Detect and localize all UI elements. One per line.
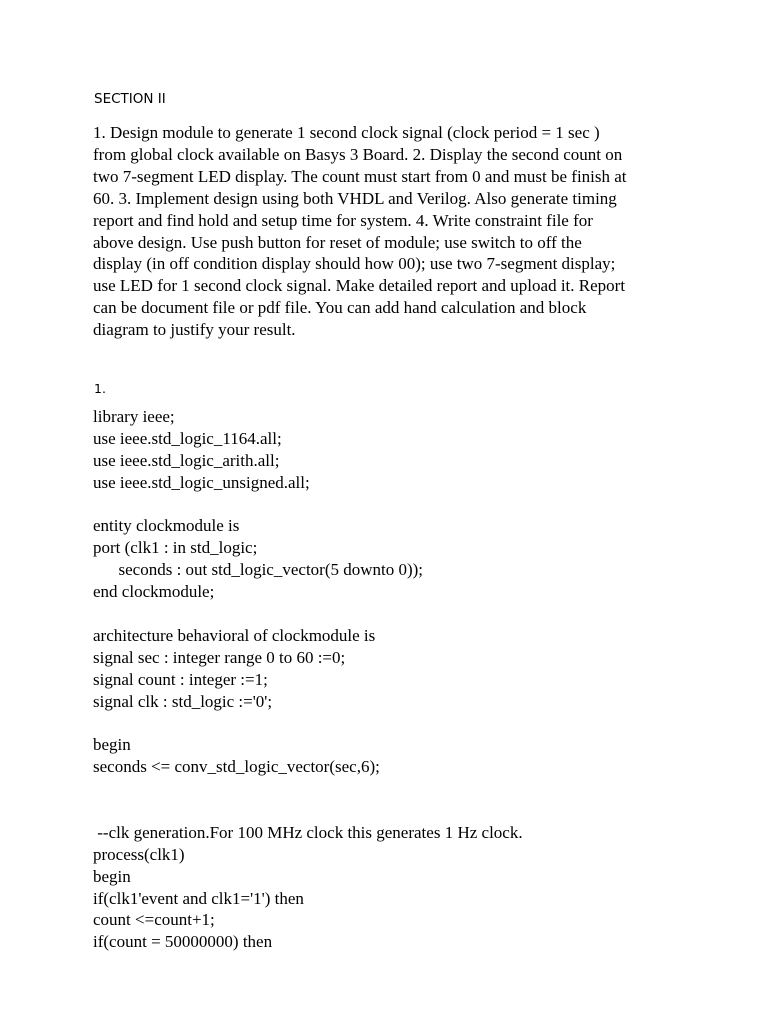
section-heading: SECTION II <box>94 91 166 107</box>
task-line: report and find hold and setup time for system. 4. Write constraint file for <box>93 210 593 230</box>
task-line: above design. Use push button for reset of module; use switch to off the <box>93 232 582 252</box>
code-line: architecture behavioral of clockmodule is <box>93 625 376 645</box>
code-line: use ieee.std_logic_arith.all; <box>93 450 280 470</box>
code-line <box>93 494 693 516</box>
task-line: use LED for 1 second clock signal. Make detailed report and upload it. Report <box>93 276 626 296</box>
code-line: begin <box>93 735 131 755</box>
code-line <box>93 712 693 734</box>
task-line: two 7-segment LED display. The count must start from 0 and must be finish at <box>93 166 627 186</box>
code-line: end clockmodule; <box>93 582 215 602</box>
code-line: if(count = 50000000) then <box>93 932 273 952</box>
code-line: process(clk1) <box>93 844 185 864</box>
vhdl-code-block <box>93 406 693 953</box>
task-line: display (in off condition display should how 00); use two 7-segment display; <box>93 254 616 274</box>
code-line <box>93 800 693 822</box>
task-line: from global clock available on Basys 3 Board. 2. Display the second count on <box>93 144 623 164</box>
code-line <box>93 778 693 800</box>
code-line: use ieee.std_logic_1164.all; <box>93 428 282 448</box>
code-line: if(clk1'event and clk1='1') then <box>93 888 304 908</box>
code-line: signal clk : std_logic :='0'; <box>93 691 273 711</box>
task-line: can be document file or pdf file. You can add hand calculation and block <box>93 298 587 318</box>
code-line: begin <box>93 866 131 886</box>
task-line: 1. Design module to generate 1 second clock signal (clock period = 1 sec ) <box>93 123 600 142</box>
code-line: library ieee; <box>93 407 175 426</box>
code-line: signal count : integer :=1; <box>93 669 268 689</box>
code-line: port (clk1 : in std_logic; <box>93 538 258 558</box>
task-line: 60. 3. Implement design using both VHDL and Verilog. Also generate timing <box>93 188 617 208</box>
code-line: seconds <= conv_std_logic_vector(sec,6); <box>93 757 380 777</box>
task-description <box>93 122 653 341</box>
code-line: signal sec : integer range 0 to 60 :=0; <box>93 647 346 667</box>
code-line: seconds : out std_logic_vector(5 downto 0)); <box>93 560 424 580</box>
code-line: use ieee.std_logic_unsigned.all; <box>93 472 310 492</box>
code-line: count <=count+1; <box>93 910 215 930</box>
code-line: --clk generation.For 100 MHz clock this generates 1 Hz clock. <box>93 822 523 842</box>
code-line: entity clockmodule is <box>93 516 240 536</box>
code-line <box>93 603 693 625</box>
item-number: 1. <box>94 381 106 396</box>
task-line: diagram to justify your result. <box>93 320 296 340</box>
